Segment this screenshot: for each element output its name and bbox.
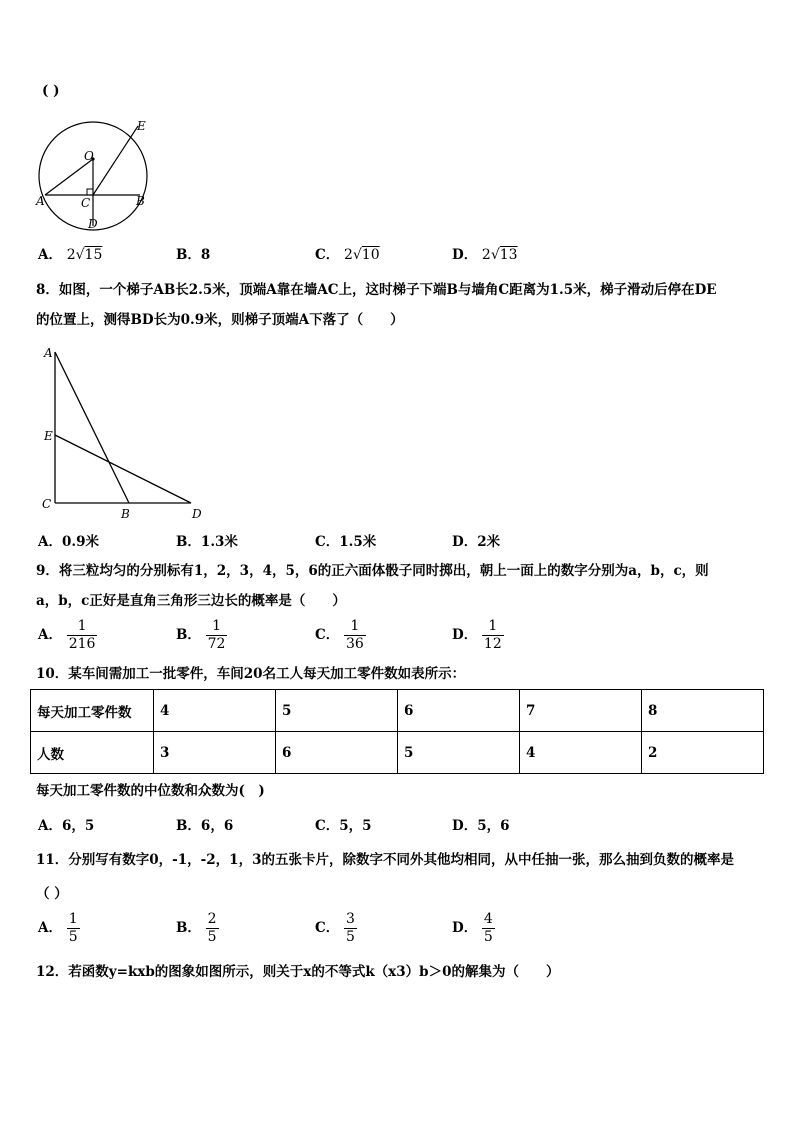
- q9-option-b: B． $\frac{1}{72}$: [176, 618, 226, 652]
- table-cell: 人数: [31, 732, 154, 774]
- q10-data-table: [30, 689, 764, 774]
- label-a: A: [44, 346, 53, 360]
- table-row: [31, 690, 764, 732]
- q9-option-a: A． $\frac{1}{216}$: [38, 618, 96, 652]
- label-a: A: [36, 194, 45, 208]
- q8-option-d: D．2米: [452, 534, 501, 550]
- q7-option-a: A． 2√15: [38, 247, 103, 263]
- table-cell: 7: [520, 690, 642, 732]
- q9-stem-line1: 9．将三粒均匀的分别标有1，2，3，4，5，6的正六面体骰子同时掷出，朝上一面上的数字分别为a，b，c，则: [36, 563, 709, 579]
- q10-option-b: B．6，6: [176, 818, 234, 834]
- q10-option-d: D．5，6: [452, 818, 510, 834]
- q11-option-d: D． $\frac{4}{5}$: [452, 911, 493, 945]
- table-cell: 4: [520, 732, 642, 774]
- label-e: E: [137, 119, 146, 133]
- label-d: D: [88, 217, 98, 231]
- label-o: O: [84, 149, 94, 163]
- table-cell: 每天加工零件数: [31, 690, 154, 732]
- label-d: D: [192, 507, 202, 521]
- q12-stem: 12．若函数y=kxb的图象如图所示，则关于x的不等式k（x3）b＞0的解集为（ ）: [36, 964, 560, 980]
- q10-option-a: A．6，5: [38, 818, 95, 834]
- q10-stem: 10．某车间需加工一批零件，车间20名工人每天加工零件数如表所示：: [36, 666, 466, 682]
- q10-question: 每天加工零件数的中位数和众数为( ): [36, 783, 265, 799]
- right-angle-mark: [87, 189, 93, 195]
- q11-stem-line2: （ ）: [36, 886, 68, 902]
- label-e: E: [44, 429, 53, 443]
- label-c: C: [81, 196, 91, 210]
- ladder-ab: [55, 352, 129, 503]
- table-cell: 5: [276, 690, 398, 732]
- q7-paren: ( ): [42, 83, 60, 99]
- table-cell: 5: [398, 732, 520, 774]
- q8-option-a: A．0.9米: [38, 534, 99, 550]
- q8-stem-line1: 8．如图，一个梯子AB长2.5米，顶端A靠在墙AC上，这时梯子下端B与墙角C距离为1.5米，梯子滑动后停在DE: [36, 282, 717, 298]
- q11-option-b: B． $\frac{2}{5}$: [176, 911, 217, 945]
- q8-ladder-figure: [36, 338, 216, 523]
- q11-option-a: A． $\frac{1}{5}$: [38, 911, 78, 945]
- q8-option-b: B．1.3米: [176, 534, 238, 550]
- q11-option-c: C． $\frac{3}{5}$: [315, 911, 355, 945]
- table-cell: 3: [154, 732, 276, 774]
- q11-stem-line1: 11．分别写有数字0，-1，-2，1，3的五张卡片，除数字不同外其他均相同，从中任抽一张，那么抽到负数的概率是: [36, 852, 734, 868]
- q8-option-c: C．1.5米: [315, 534, 377, 550]
- label-b: B: [136, 194, 145, 208]
- table-cell: 2: [642, 732, 764, 774]
- q7-circle-figure: [30, 112, 160, 236]
- table-cell: 6: [276, 732, 398, 774]
- q8-stem-line2: 的位置上，测得BD长为0.9米，则梯子顶端A下落了（ ）: [36, 312, 404, 328]
- table-row: [31, 732, 764, 774]
- segment-ce: [93, 126, 138, 195]
- table-cell: 6: [398, 690, 520, 732]
- label-c: C: [42, 497, 52, 511]
- q10-option-c: C．5，5: [315, 818, 372, 834]
- label-b: B: [121, 507, 130, 521]
- q9-option-d: D． $\frac{1}{12}$: [452, 618, 502, 652]
- q7-option-c: C． 2√10: [315, 247, 380, 263]
- ladder-de: [55, 435, 191, 503]
- q9-option-c: C． $\frac{1}{36}$: [315, 618, 364, 652]
- table-cell: 8: [642, 690, 764, 732]
- q9-stem-line2: a，b，c正好是直角三角形三边长的概率是（ ）: [36, 593, 346, 609]
- segment-ao: [45, 159, 93, 195]
- q7-option-b: B．8: [176, 247, 211, 263]
- q7-option-d: D． 2√13: [452, 247, 518, 263]
- table-cell: 4: [154, 690, 276, 732]
